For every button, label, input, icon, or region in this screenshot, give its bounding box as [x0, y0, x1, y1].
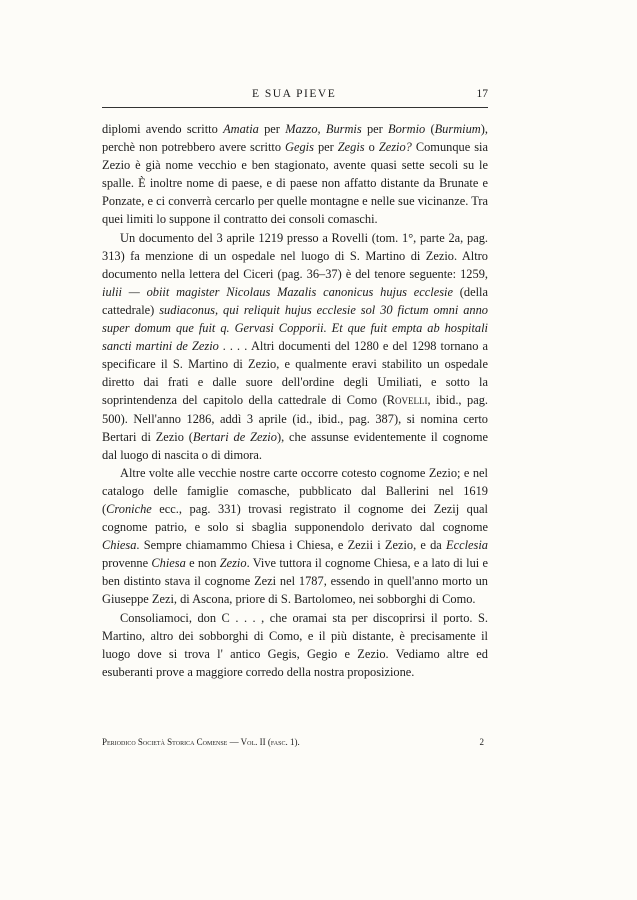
text-run: Croniche	[106, 501, 152, 516]
text-run: Consoliamoci, don C . . . , che oramai sta per discoprirsi il porto. S. Martino, altro dei sobborghi di Como, e il più distante, è precisamente il luogo dove si trova l' antico Gegis, Gegio e Zezio. Vediamo altre ed esuberanti prove a maggiore corredo della nostra proposizione.	[102, 610, 488, 679]
text-run: iulii — obiit magister Nicolaus Mazalis canonicus hujus ecclesie	[102, 284, 453, 299]
paragraph-4	[102, 609, 488, 681]
text-run: Un documento del 3 aprile 1219 presso a Rovelli (tom. 1°, parte 2a, pag. 313) fa menzione di un ospedale nel luogo di S. Martino di Zezio. Altro documento nella lettera del Ciceri (pag. 36–37) è del tenore seguente: 1259,	[102, 230, 488, 281]
text-run: Chiesa	[102, 538, 137, 553]
text-run: . Sempre chiamammo Chiesa i Chiesa, e Zezii i Zezio, e da	[136, 538, 447, 553]
text-run: Gegis	[285, 140, 314, 155]
text-run: e non	[185, 556, 220, 571]
running-header	[102, 88, 488, 104]
paragraph-3	[102, 464, 488, 609]
text-run: Altre volte alle vecchie nostre carte occorre cotesto cognome Zezio; e nel catalogo delle famiglie comasche, pubblicato dal Ballerini nel 1619 (	[102, 465, 488, 516]
page-number: 17	[476, 88, 488, 100]
text-run: Zezio	[219, 556, 247, 571]
running-title: E SUA PIEVE	[252, 88, 337, 100]
text-run: per	[258, 122, 286, 136]
text-run: diplomi avendo scritto	[102, 122, 224, 136]
text-run: Burmium	[434, 122, 481, 136]
paragraph-1	[102, 120, 488, 229]
text-run: Mazzo, Burmis	[285, 122, 362, 136]
signature-mark: 2	[479, 737, 484, 747]
header-rule	[102, 107, 488, 108]
text-run: Zegis	[337, 140, 365, 155]
text-run: Amatia	[223, 122, 259, 136]
text-run: . Vive tuttora il cognome Chiesa, e a lato di lui e ben distinto stava il cognome Zezi nel 1787, essendo in quell'anno morto un Giuseppe Zezi, di Ascona, priore di S. Bartolomeo, nei sobborghi di Como.	[102, 556, 488, 607]
text-run: (della cattedrale)	[102, 284, 488, 317]
text-run: (	[425, 122, 435, 136]
text-run: Ecclesia	[446, 538, 488, 553]
text-run: Comunque sia Zezio è già nome vecchio e ben stagionato, avente quasi sette secoli su le spalle. È inoltre nome di paese, e di paese non affatto distante da Brunate e Ponzate, e ci converrà cercarlo per quelle montagne e nelle sue vicinanze. Tra quei limiti lo supponе il contratto dei consoli comaschi.	[102, 140, 488, 227]
text-run: sudiaconus, qui reliquit hujus ecclesie sol 30 fictum omni anno super domum que fuit q. Gervasi Copporii. Et que fuit empta ab hospitali sancti martini de Zezio . . . .	[102, 302, 488, 354]
text-run: ), perchè non potrebbero avere scritto	[102, 122, 488, 155]
text-run: Rovelli	[386, 393, 428, 408]
text-run: per	[313, 140, 338, 155]
text-run: provenne	[102, 556, 152, 571]
text-run: Bormio	[388, 122, 426, 136]
text-run: o	[364, 140, 379, 155]
body-text	[102, 120, 488, 681]
paragraph-2	[102, 229, 488, 464]
text-run: ecc., pag. 331) trovasi registrato il cognome dei Zezij qual cognome patrio, e solo si sbaglia supponendolo derivato dal cognome	[102, 501, 488, 535]
text-run: per	[361, 122, 389, 136]
text-run: , ibid., pag. 500). Nell'anno 1286, addì 3 aprile (id., ibid., pag. 387), si nomina certo Bertari di Zezio (	[102, 393, 488, 444]
journal-citation: Periodico Società Storica Comense — Vol. II (fasc. 1).	[102, 737, 300, 747]
text-run: Zezio?	[378, 140, 412, 155]
page-footer	[102, 737, 488, 749]
text-run: Chiesa	[151, 556, 186, 571]
text-run: Altri documenti del 1280 e del 1298 tornano a specificare il S. Martino di Zezio, e qualmente eravi stabilito un ospedale diretto dai frati e dalle suore dell'ordine degli Umiliati, e sotto la soprintendenza del capitolo della cattedrale di Como (	[102, 339, 488, 408]
text-run: ), che assunse evidentemente il cognome dal luogo di nascita o di dimora.	[102, 429, 488, 462]
text-run: Bertari de Zezio	[192, 429, 277, 444]
